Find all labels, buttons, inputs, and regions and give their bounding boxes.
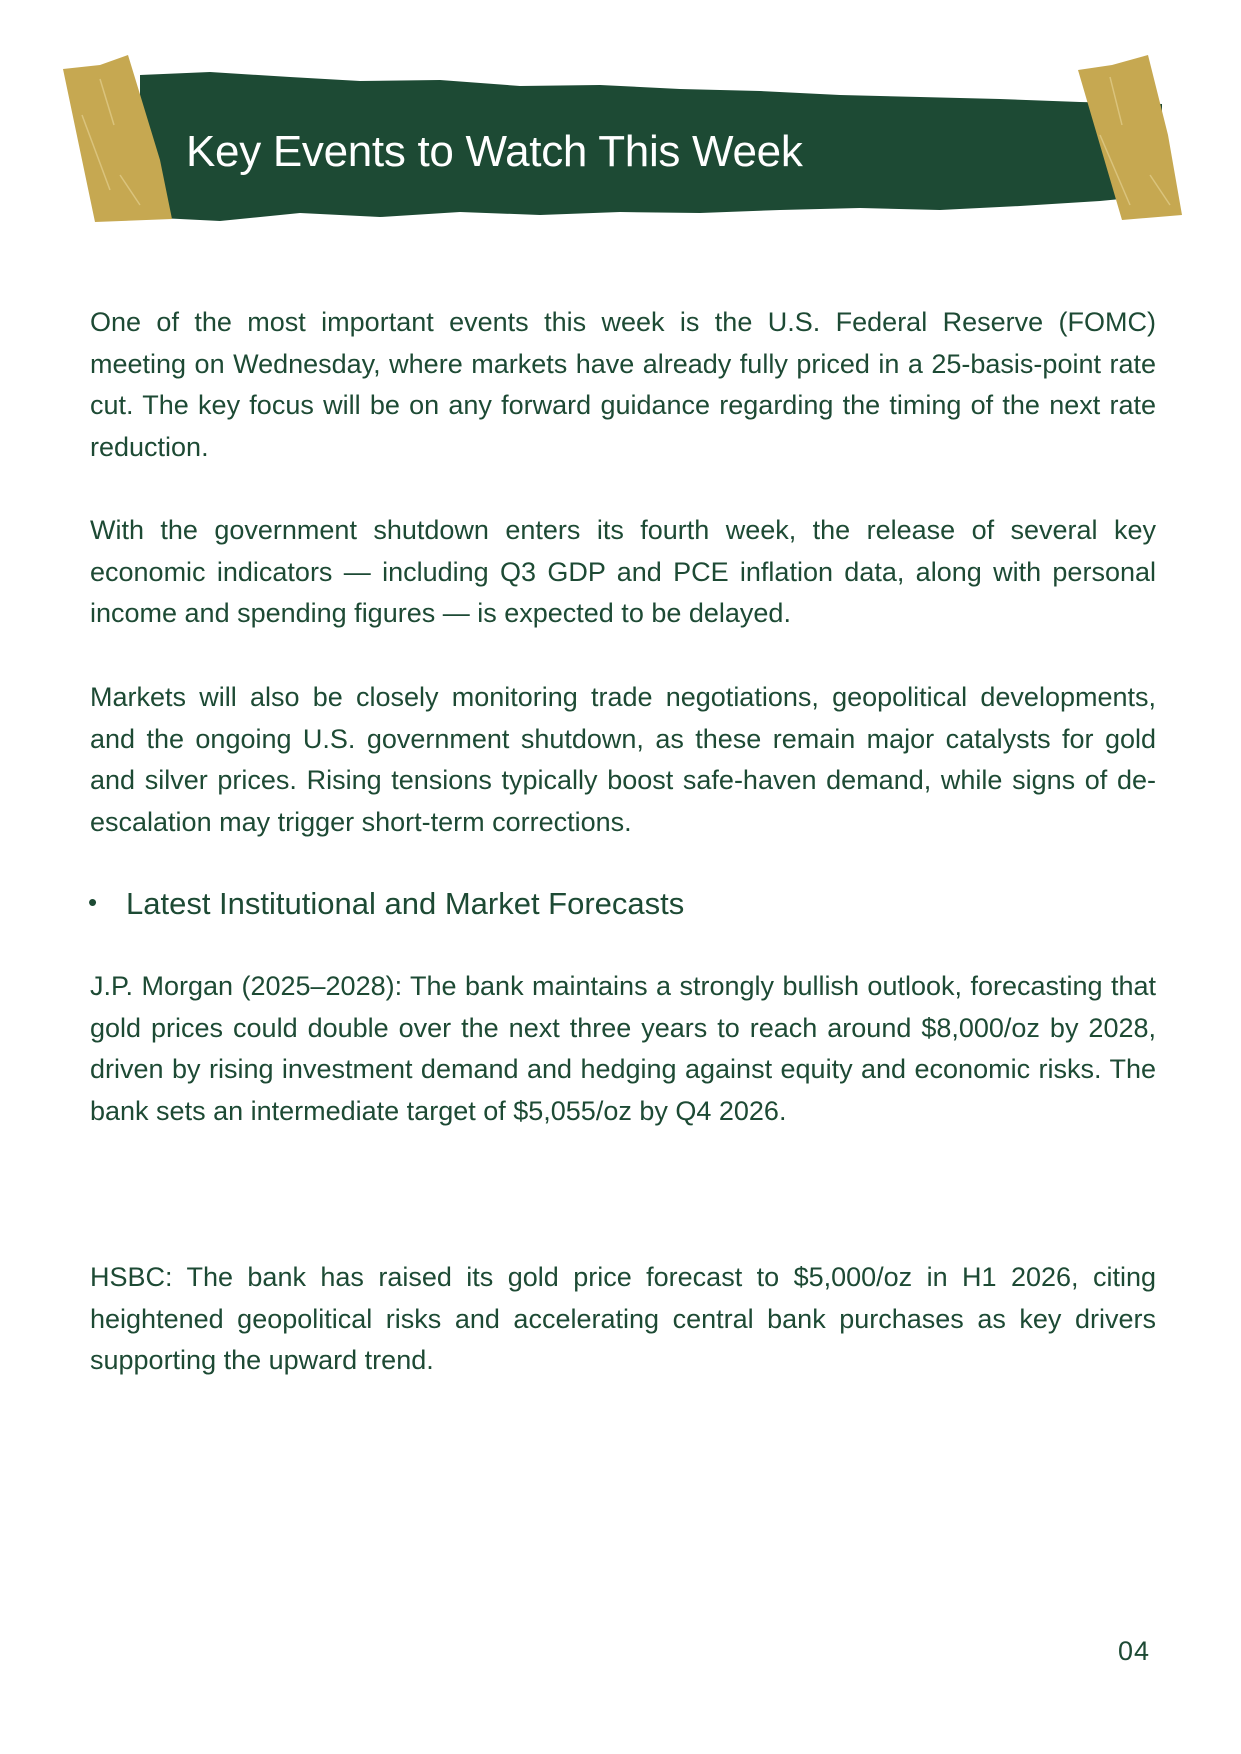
bullet-icon: • [88,887,98,917]
forecast-hsbc: HSBC: The bank has raised its gold price forecast to $5,000/oz in H1 2026, citing heightened geopolitical risks and accelerating central bank purchases as key drivers supporting the upward trend. [90,1262,1156,1375]
page-title: Key Events to Watch This Week [186,127,803,176]
page-number: 04 [1118,1636,1151,1666]
title-banner [60,55,1190,250]
paragraph-markets: Markets will also be closely monitoring trade negotiations, geopolitical developments, and the ongoing U.S. government shutdown, as these remain major catalysts for gold and silver prices. Rising tensions typically boost safe-haven demand, while signs of de-escalation may trigger short-term corrections. [90,682,1156,837]
paragraph-shutdown: With the government shutdown enters its fourth week, the release of several key economic indicators — including Q3 GDP and PCE inflation data, along with personal income and spending figures — is expected to be delayed. [90,515,1156,628]
forecast-jpmorgan: J.P. Morgan (2025–2028): The bank maintains a strongly bullish outlook, forecasting that gold prices could double over the next three years to reach around $8,000/oz by 2028, driven by rising investment demand and hedging against equity and economic risks. The bank sets an intermediate target of $5,055/oz by Q4 2026. [90,971,1156,1126]
section-heading [88,886,684,922]
section-heading-text: Latest Institutional and Market Forecasts [126,886,685,921]
paragraph-fomc: One of the most important events this week is the U.S. Federal Reserve (FOMC) meeting on Wednesday, where markets have already fully priced in a 25-basis-point rate cut. The key focus will be on any forward guidance regarding the timing of the next rate reduction. [90,307,1156,462]
